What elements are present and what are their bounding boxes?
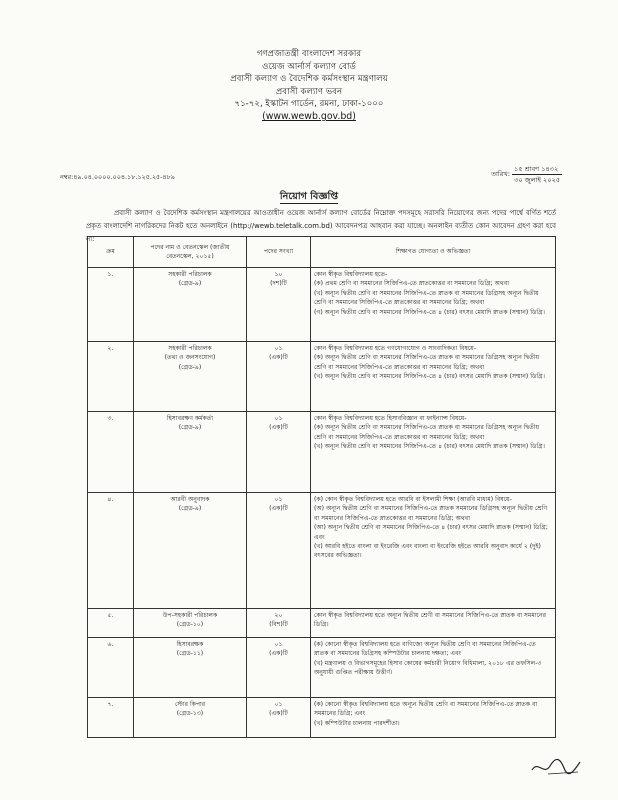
- table-row: [88, 342, 556, 412]
- govt-name: গণপ্রজাতন্ত্রী বাংলাদেশ সরকার: [256, 49, 362, 59]
- row-post: [134, 342, 247, 412]
- header-qualification: শিক্ষাগত যোগ্যতা ও অভিজ্ঞতা: [311, 237, 556, 268]
- count-number: ০১: [274, 701, 283, 708]
- table-row: [88, 412, 556, 493]
- signature-mark: [528, 750, 584, 780]
- row-qualification: [311, 342, 556, 412]
- post-grade: (তথ্য ও জনসংযোগ): [164, 354, 216, 362]
- qual-line: (খ) আরবি হইতে বাংলা বা ইংরেজি এবং বাংলা বা ইংরেজি হইতে আরবি অনুবাদ কার্যে ২ (দুই) বৎসরের অভিজ্ঞতা।: [314, 543, 541, 560]
- qual-line: (ক) কোন স্বীকৃত বিশ্ববিদ্যালয় হতে আরবি বা ইসলামী শিক্ষা (আরবি মাধ্যম) বিষয়ে-: [314, 496, 512, 503]
- row-count: [247, 342, 311, 412]
- count-words: (দশ)টি: [270, 280, 287, 288]
- count-words: (এক)টি: [269, 650, 288, 658]
- post-grade: (গ্রেড-১৩): [176, 710, 204, 718]
- qual-line: (ক) অন্যূন দ্বিতীয় শ্রেণি বা সমমানের সিজিপিএ-তে স্নাতক বা সমমানের ডিগ্রিসহ অন্যূন দ্বিতীয় শ্রেণি বা সমমানের সিজিপিএ-তে স্নাতকোত্তর বা সমমানের ডিগ্রি; অথবা: [314, 424, 540, 441]
- post-name: স্টোর কিপার: [174, 701, 206, 708]
- count-words: (এক)টি: [269, 424, 288, 432]
- header-count: পদের সংখ্যা: [247, 237, 311, 268]
- vacancy-table: [87, 236, 556, 738]
- row-post: [134, 493, 247, 609]
- count-words: (এক)টি: [269, 354, 288, 362]
- website-link[interactable]: (www.wewb.gov.bd): [262, 110, 356, 122]
- row-post: [134, 268, 247, 342]
- qual-line: কোন স্বীকৃত বিশ্ববিদ্যালয় হতে-: [314, 271, 388, 278]
- row-serial: ২.: [88, 342, 134, 412]
- address: ৭১-৭২, ইস্কাটন গার্ডেন, রমনা, ঢাকা-১০০০: [234, 99, 384, 110]
- row-serial: ৩.: [88, 412, 134, 493]
- table-row: [88, 493, 556, 609]
- row-serial: ৭.: [88, 698, 134, 738]
- date-label: তারিখ:: [491, 170, 510, 178]
- table-row: [88, 638, 556, 698]
- header-post: পদের নাম ও বেতনস্কেল (জাতীয় বেতনস্কেল, ২০১৫): [134, 237, 247, 268]
- qual-line: (খ) মন্ত্রণালয় ও বিভাগসমূহের হিসাব কোষের কর্মচারী নিয়োগ বিধিমালা, ২০১৮ এর তফসিল-৩ অনুযায়ী গুপ্তিত পরীক্ষায় উত্তীর্ণ।: [314, 659, 542, 677]
- row-qualification: [311, 268, 556, 342]
- qual-line: (গ) অন্যূন দ্বিতীয় শ্রেণি বা সমমানের সিজিপিএ-তে ৪ (চার) বৎসর মেয়াদি স্নাতক (সম্মান) ডিগ্রি।: [314, 308, 545, 316]
- header-serial: ক্রম: [88, 237, 134, 268]
- board-name: ওয়েজ আর্নার্স কল্যাণ বোর্ড: [262, 61, 356, 72]
- row-post: [134, 412, 247, 493]
- post-grade: (গ্রেড-৯): [178, 424, 202, 432]
- post-name: আরবী অনুবাদক: [170, 496, 210, 503]
- count-words: (এক)টি: [269, 710, 288, 718]
- qual-line: কোন স্বীকৃত বিশ্ববিদ্যালয় হতে হিসাববিজ্ঞান বা ফাইন্যান্স বিষয়ে-: [314, 415, 467, 422]
- post-name: সহকারী পরিচালক: [168, 345, 212, 352]
- intro-paragraph: প্রবাসী কল্যাণ ও বৈদেশিক কর্মসংস্থান মন্ত্রণালয়ের আওতাধীন ওয়েজ আর্নার্স কল্যাণ বোর্ডের নিম্নোক্ত পদসমূহে সরাসরি নিয়োগের জন্য পদের পার্শ্বে বর্ণিত শর্তে প্রকৃত বাংলাদেশি নাগরিকদের নিকট হতে অনলাইনে (http://wewb.teletalk.com.bd) আবেদনপত্র আহবান করা যাচ্ছে। অনলাইন ব্যতীত কোন আবেদন গ্রহণ করা হবে না:: [86, 209, 556, 243]
- building-name: প্রবাসী কল্যাণ ভবন: [275, 86, 343, 97]
- table-row: [88, 698, 556, 738]
- row-qualification: [311, 698, 556, 738]
- post-grade: (গ্রেড-১১): [176, 650, 204, 658]
- notice-title-text: নিয়োগ বিজ্ঞপ্তি: [279, 191, 339, 202]
- table-body: [88, 268, 556, 738]
- qual-line: (ক) কোনো স্বীকৃত বিশ্ববিদ্যালয় হতে বাণিজ্যে অন্যূন দ্বিতীয় শ্রেণি বা সমমানের সিজিপিএ-তে স্নাতক বা সমমানের ডিগ্রিসহ কম্পিউটার চালনায় দক্ষতা; এবং: [314, 641, 536, 658]
- row-qualification: [311, 412, 556, 493]
- post-grade: (গ্রেড-১০): [176, 621, 204, 629]
- post-name: উপ-সহকারী পরিচালক: [162, 612, 218, 619]
- row-post: [134, 609, 247, 638]
- qual-line: (খ) অন্যূন দ্বিতীয় শ্রেণি বা সমমানের সিজিপিএ-তে ৪ (চার) বৎসর মেয়াদি স্নাতক (সম্মান) ডিগ্রি।: [314, 443, 545, 451]
- qual-line: (খ) কম্পিউটার চালনায় পারদর্শীতা।: [314, 719, 400, 727]
- post-name: হিসাবরক্ষণ কর্মকর্তা: [166, 415, 214, 422]
- date-block: [472, 164, 562, 185]
- row-count: [247, 412, 311, 493]
- count-number: ০১: [274, 415, 283, 422]
- qual-line: (খ) অন্যূন দ্বিতীয় শ্রেণি বা সমমানের সিজিপিএ-তে ৪ (চার) বৎসর মেয়াদি স্নাতক (সম্মান) ডিগ্রি।: [314, 373, 545, 381]
- row-count: [247, 698, 311, 738]
- ministry-name: প্রবাসী কল্যাণ ও বৈদেশিক কর্মসংস্থান মন্ত্রণালয়: [230, 74, 388, 85]
- row-serial: ৪.: [88, 493, 134, 609]
- post-grade: (গ্রেড-৯): [178, 280, 202, 288]
- qual-line: (ক) প্রথম শ্রেণি বা সমমানের সিজিপিএ-তে স্নাতকোত্তর বা সমমানের ডিগ্রি; অথবা: [314, 280, 509, 288]
- row-count: [247, 609, 311, 638]
- count-words: (এক)টি: [269, 505, 288, 513]
- letterhead: [0, 48, 618, 124]
- row-qualification: [311, 493, 556, 609]
- count-number: ০১: [274, 496, 283, 503]
- qual-line: কোন স্বীকৃত বিশ্ববিদ্যালয় হতে গণযোগাযোগ ও সাংবাদিকতা বিষয়ে-: [314, 345, 477, 352]
- row-post: [134, 698, 247, 738]
- count-number: ০১: [274, 345, 283, 352]
- qual-line: কোন স্বীকৃত বিশ্ববিদ্যালয় হতে অন্যূন দ্বিতীয় শ্রেণী বা সমমানের সিজিপিএ-তে স্নাতক বা সমমানের ডিগ্রি।: [314, 612, 546, 629]
- date-english: ৩০ জুলাই ২০২৫: [514, 176, 561, 184]
- row-serial: ১.: [88, 268, 134, 342]
- qual-line: (ক) অন্যূন দ্বিতীয় শ্রেণি বা সমমানের সিজিপিএ-তে স্নাতক বা সমমানের ডিগ্রিসহ অন্যূন দ্বিতীয় শ্রেণি বা সমমানের সিজিপিএ-তে স্নাতকোত্তর বা সমমানের ডিগ্রি; অথবা: [314, 354, 540, 371]
- post-grade: (গ্রেড-৯): [178, 505, 202, 513]
- row-serial: ৬.: [88, 638, 134, 698]
- qual-line: (অ) অন্যূন দ্বিতীয় শ্রেণি বা সমমানের সিজিপিএ-তে স্নাতক সমমানের ডিগ্রিসহ অন্যূন দ্বিতীয় শ্রেণি বা সমমানের সিজিপিএ-তে স্নাতকোত্তর বা সমমানের ডিগ্রি; অথবা: [314, 505, 548, 522]
- row-serial: ৫.: [88, 609, 134, 638]
- row-count: [247, 638, 311, 698]
- row-count: [247, 268, 311, 342]
- count-number: ১০: [274, 271, 283, 278]
- post-grade: (গ্রেড-৯): [178, 363, 202, 371]
- qual-line: (আ) অন্যূন দ্বিতীয় শ্রেণি বা সমমানের সিজিপিএ-তে ৪ (চার) বৎসর মেয়াদি স্নাতক (সম্মান) ডিগ্রি; এবং: [314, 524, 548, 541]
- row-qualification: [311, 609, 556, 638]
- date-bangla: ১৫ শ্রাবণ ১৪৩২: [512, 164, 562, 175]
- table-row: [88, 268, 556, 342]
- post-name: সহকারী পরিচালক: [168, 271, 212, 278]
- row-post: [134, 638, 247, 698]
- memo-number: নম্বর:৪৯.০৪.০০০০.০০৪.১৮.১২৫.২৫-৪৮৯: [60, 173, 175, 181]
- notice-title: [0, 190, 618, 205]
- row-count: [247, 493, 311, 609]
- row-qualification: [311, 638, 556, 698]
- count-number: ০১: [274, 641, 283, 648]
- count-words: (বিশ)টি: [269, 621, 288, 629]
- count-number: ২০: [274, 612, 283, 619]
- post-name: হিসাবরক্ষক: [176, 641, 204, 648]
- qual-line: (খ) অন্যূন দ্বিতীয় শ্রেণি বা সমমানের সিজিপিএ-তে স্নাতক বা সমমানের ডিগ্রিসহ অন্যূন দ্বিতীয় শ্রেণি বা সমমানের সিজিপিএ-তে স্নাতকোত্তর বা সমমানের ডিগ্রি; অথবা: [314, 289, 539, 307]
- table-row: [88, 609, 556, 638]
- qual-line: (ক) কোনো স্বীকৃত বিশ্ববিদ্যালয় হতে অন্যূন দ্বিতীয় শ্রেণি বা সমমানের সিজিপিএ-তে স্নাতক বা সমমানের ডিগ্রি; এবং: [314, 701, 538, 718]
- table-header-row: [88, 237, 556, 268]
